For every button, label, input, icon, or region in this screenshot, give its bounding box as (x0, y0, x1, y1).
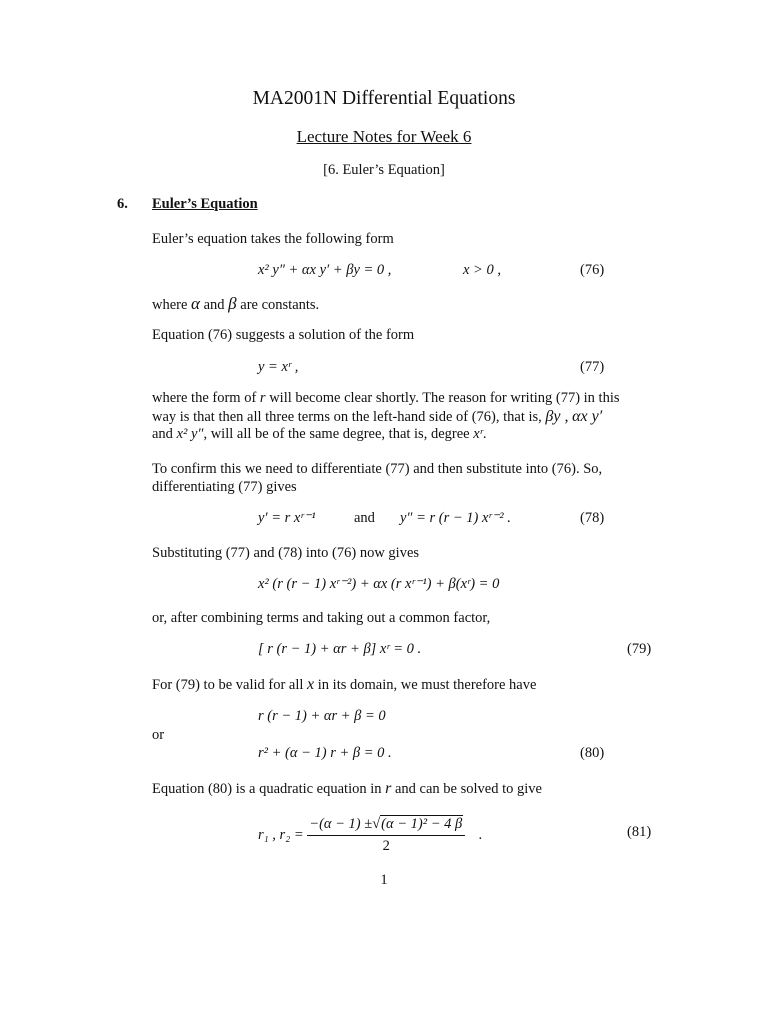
equation-number-76: (76) (580, 262, 605, 278)
word-and: and (203, 297, 225, 313)
word-and-78: and (354, 510, 375, 526)
section-title: Euler’s Equation (152, 196, 258, 212)
equation-81-denominator: 2 (382, 838, 390, 854)
equation-80: r² + (α − 1) r + β = 0 . (258, 745, 392, 761)
text-segment: , will all be of the same degree, that is, degree (203, 426, 470, 442)
term-x-r: xʳ (473, 426, 483, 442)
symbol-alpha: α (191, 294, 200, 313)
text-segment: Equation (80) is a quadratic equation in (152, 781, 382, 797)
equation-number-81: (81) (627, 824, 652, 840)
document-title: MA2001N Differential Equations (252, 88, 516, 109)
equation-characteristic: r (r − 1) + αr + β = 0 (258, 708, 386, 724)
word-where: where (152, 297, 188, 313)
equation-81-numerator (307, 816, 465, 836)
text-segment: in its domain, we must therefore have (317, 677, 537, 693)
term-beta-y: βy , (545, 408, 569, 425)
text-segment: where the form of (152, 390, 257, 406)
equation-79: [ r (r − 1) + αr + β] xʳ = 0 . (258, 641, 422, 657)
equation-number-79: (79) (627, 641, 652, 657)
document-subtitle: Lecture Notes for Week 6 (296, 127, 472, 146)
text-segment: and (152, 426, 173, 442)
sqrt-radicand: (α − 1)² − 4 β (381, 816, 463, 832)
text-segment: For (79) to be valid for all (152, 677, 304, 693)
sqrt-sign: √ (372, 816, 381, 832)
paragraph-intro: Euler’s equation takes the following form (152, 231, 394, 247)
paragraph-confirm-line2: differentiating (77) gives (152, 479, 297, 495)
text-segment: and can be solved to give (395, 781, 542, 797)
text-segment: . (482, 426, 487, 442)
symbol-beta: β (228, 294, 237, 313)
paragraph-combining: or, after combining terms and taking out a common factor, (152, 610, 491, 626)
paragraph-solution-form: Equation (76) suggests a solution of the form (152, 327, 415, 343)
paragraph-explanation-line3 (152, 426, 487, 443)
equation-substituted: x² (r (r − 1) xʳ⁻²) + αx (r xʳ⁻¹) + β(xʳ) = 0 (258, 576, 500, 592)
equation-76: x² y″ + αx y′ + βy = 0 , (258, 262, 392, 278)
term-x2-y-double-prime: x² y″ (176, 426, 204, 442)
term-alpha-x-y-prime: αx y′ (572, 408, 603, 425)
paragraph-constants (152, 294, 319, 314)
topic-label: [6. Euler’s Equation] (323, 162, 445, 178)
equation-81-lhs: r₁ , r₂ = (258, 827, 304, 843)
equation-81 (258, 816, 482, 855)
text-segment: will become clear shortly. The reason for writing (77) in this (269, 390, 620, 406)
paragraph-valid-for-all (152, 676, 536, 694)
equation-81-fraction (307, 816, 465, 855)
symbol-r: r (385, 780, 392, 797)
page-number: 1 (380, 872, 388, 888)
paragraph-substituting: Substituting (77) and (78) into (76) now gives (152, 545, 420, 561)
equation-78-second-derivative: y″ = r (r − 1) xʳ⁻² . (400, 510, 511, 526)
paragraph-confirm-line1: To confirm this we need to differentiate (77) and then substitute into (76). So, (152, 461, 603, 477)
section-number: 6. (117, 196, 128, 212)
equation-81-period: . (478, 827, 483, 843)
equation-77: y = xʳ , (258, 359, 299, 375)
paragraph-explanation-line2 (152, 408, 602, 426)
constants-text: are constants. (240, 297, 320, 313)
paragraph-explanation-line1 (152, 390, 620, 407)
numerator-part: −(α − 1) ± (309, 816, 373, 832)
equation-76-condition: x > 0 , (463, 262, 501, 278)
word-or: or (152, 727, 165, 743)
symbol-x: x (307, 676, 315, 693)
equation-78-first-derivative: y′ = r xʳ⁻¹ (258, 510, 316, 526)
equation-number-77: (77) (580, 359, 605, 375)
symbol-r: r (259, 390, 266, 406)
paragraph-quadratic (152, 780, 542, 798)
equation-number-78: (78) (580, 510, 605, 526)
equation-number-80: (80) (580, 745, 605, 761)
text-segment: way is that then all three terms on the left-hand side of (76), that is, (152, 409, 542, 425)
